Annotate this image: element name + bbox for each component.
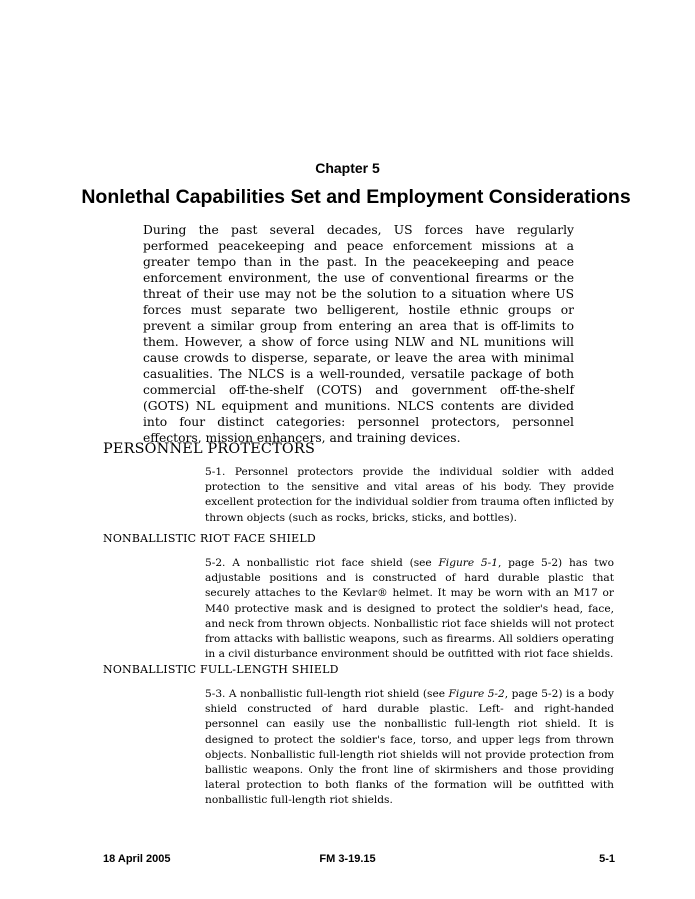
section-heading-personnel-protectors: PERSONNEL PROTECTORS (103, 441, 316, 457)
paragraph-5-2-text-b: , page 5-2) has two adjustable positions and is constructed of hard durable plastic that securely attaches to the Kevlar® helmet. It may be worn with an M17 or M40 protective mask and is designed to protect the soldier's head, face, and neck from thrown objects. Nonballistic riot face shields will not protect from attacks with ballistic weapons, such as firearms. All soldiers operating in a civil disturbance environment should be outfitted with riot face shields. (205, 557, 614, 661)
paragraph-5-3-text-a: 5-3. A nonballistic full-length riot shield (see (205, 688, 449, 700)
paragraph-5-2 (205, 556, 614, 662)
subsection-heading-full-length-shield: NONBALLISTIC FULL-LENGTH SHIELD (103, 663, 339, 676)
paragraph-5-2-text-a: 5-2. A nonballistic riot face shield (see (205, 557, 439, 569)
paragraph-5-1: 5-1. Personnel protectors provide the individual soldier with added protection to the sensitive and vital areas of his body. They provide excellent protection for the individual soldier from trauma often inflicted by thrown objects (such as rocks, bricks, sticks, and bottles). (205, 466, 614, 524)
figure-reference-5-1: Figure 5-1 (438, 557, 498, 569)
footer-page-number: 5-1 (599, 853, 615, 865)
paragraph-5-3-text-b: , page 5-2) is a body shield constructed of hard durable plastic. Left- and right-handed personnel can easily use the nonballistic full-length riot shield. It is designed to protect the soldier's face, torso, and upper legs from thrown objects. Nonballistic full-length riot shields will not provide protection from ballistic weapons. Only the front line of skirmishers and those providing lateral protection to both flanks of the formation will be outfitted with nonballistic full-length riot shields. (205, 688, 614, 807)
paragraph-5-3 (205, 687, 614, 809)
subsection-heading-face-shield: NONBALLISTIC RIOT FACE SHIELD (103, 532, 316, 545)
chapter-title: Nonlethal Capabilities Set and Employment Considerations (81, 186, 631, 208)
footer-date: 18 April 2005 (103, 853, 171, 865)
footer-manual-number: FM 3-19.15 (319, 853, 376, 865)
intro-paragraph: During the past several decades, US forces have regularly performed peacekeeping and peace enforcement missions at a greater tempo than in the past. In the peacekeeping and peace enforcement environment, the use of conventional firearms or the threat of their use may not be the solution to a situation where US forces must separate two belligerent, hostile ethnic groups or prevent a similar group from entering an area that is off-limits to them. However, a show of force using NLW and NL munitions will cause crowds to disperse, separate, or leave the area with minimal casualities. The NLCS is a well-rounded, versatile package of both commercial off-the-shelf (COTS) and government off-the-shelf (GOTS) NL equipment and munitions. NLCS contents are divided into four distinct categories: personnel protectors, personnel effectors, mission enhancers, and training devices. (143, 223, 574, 445)
figure-reference-5-2: Figure 5-2 (448, 688, 505, 700)
chapter-label: Chapter 5 (315, 160, 380, 176)
